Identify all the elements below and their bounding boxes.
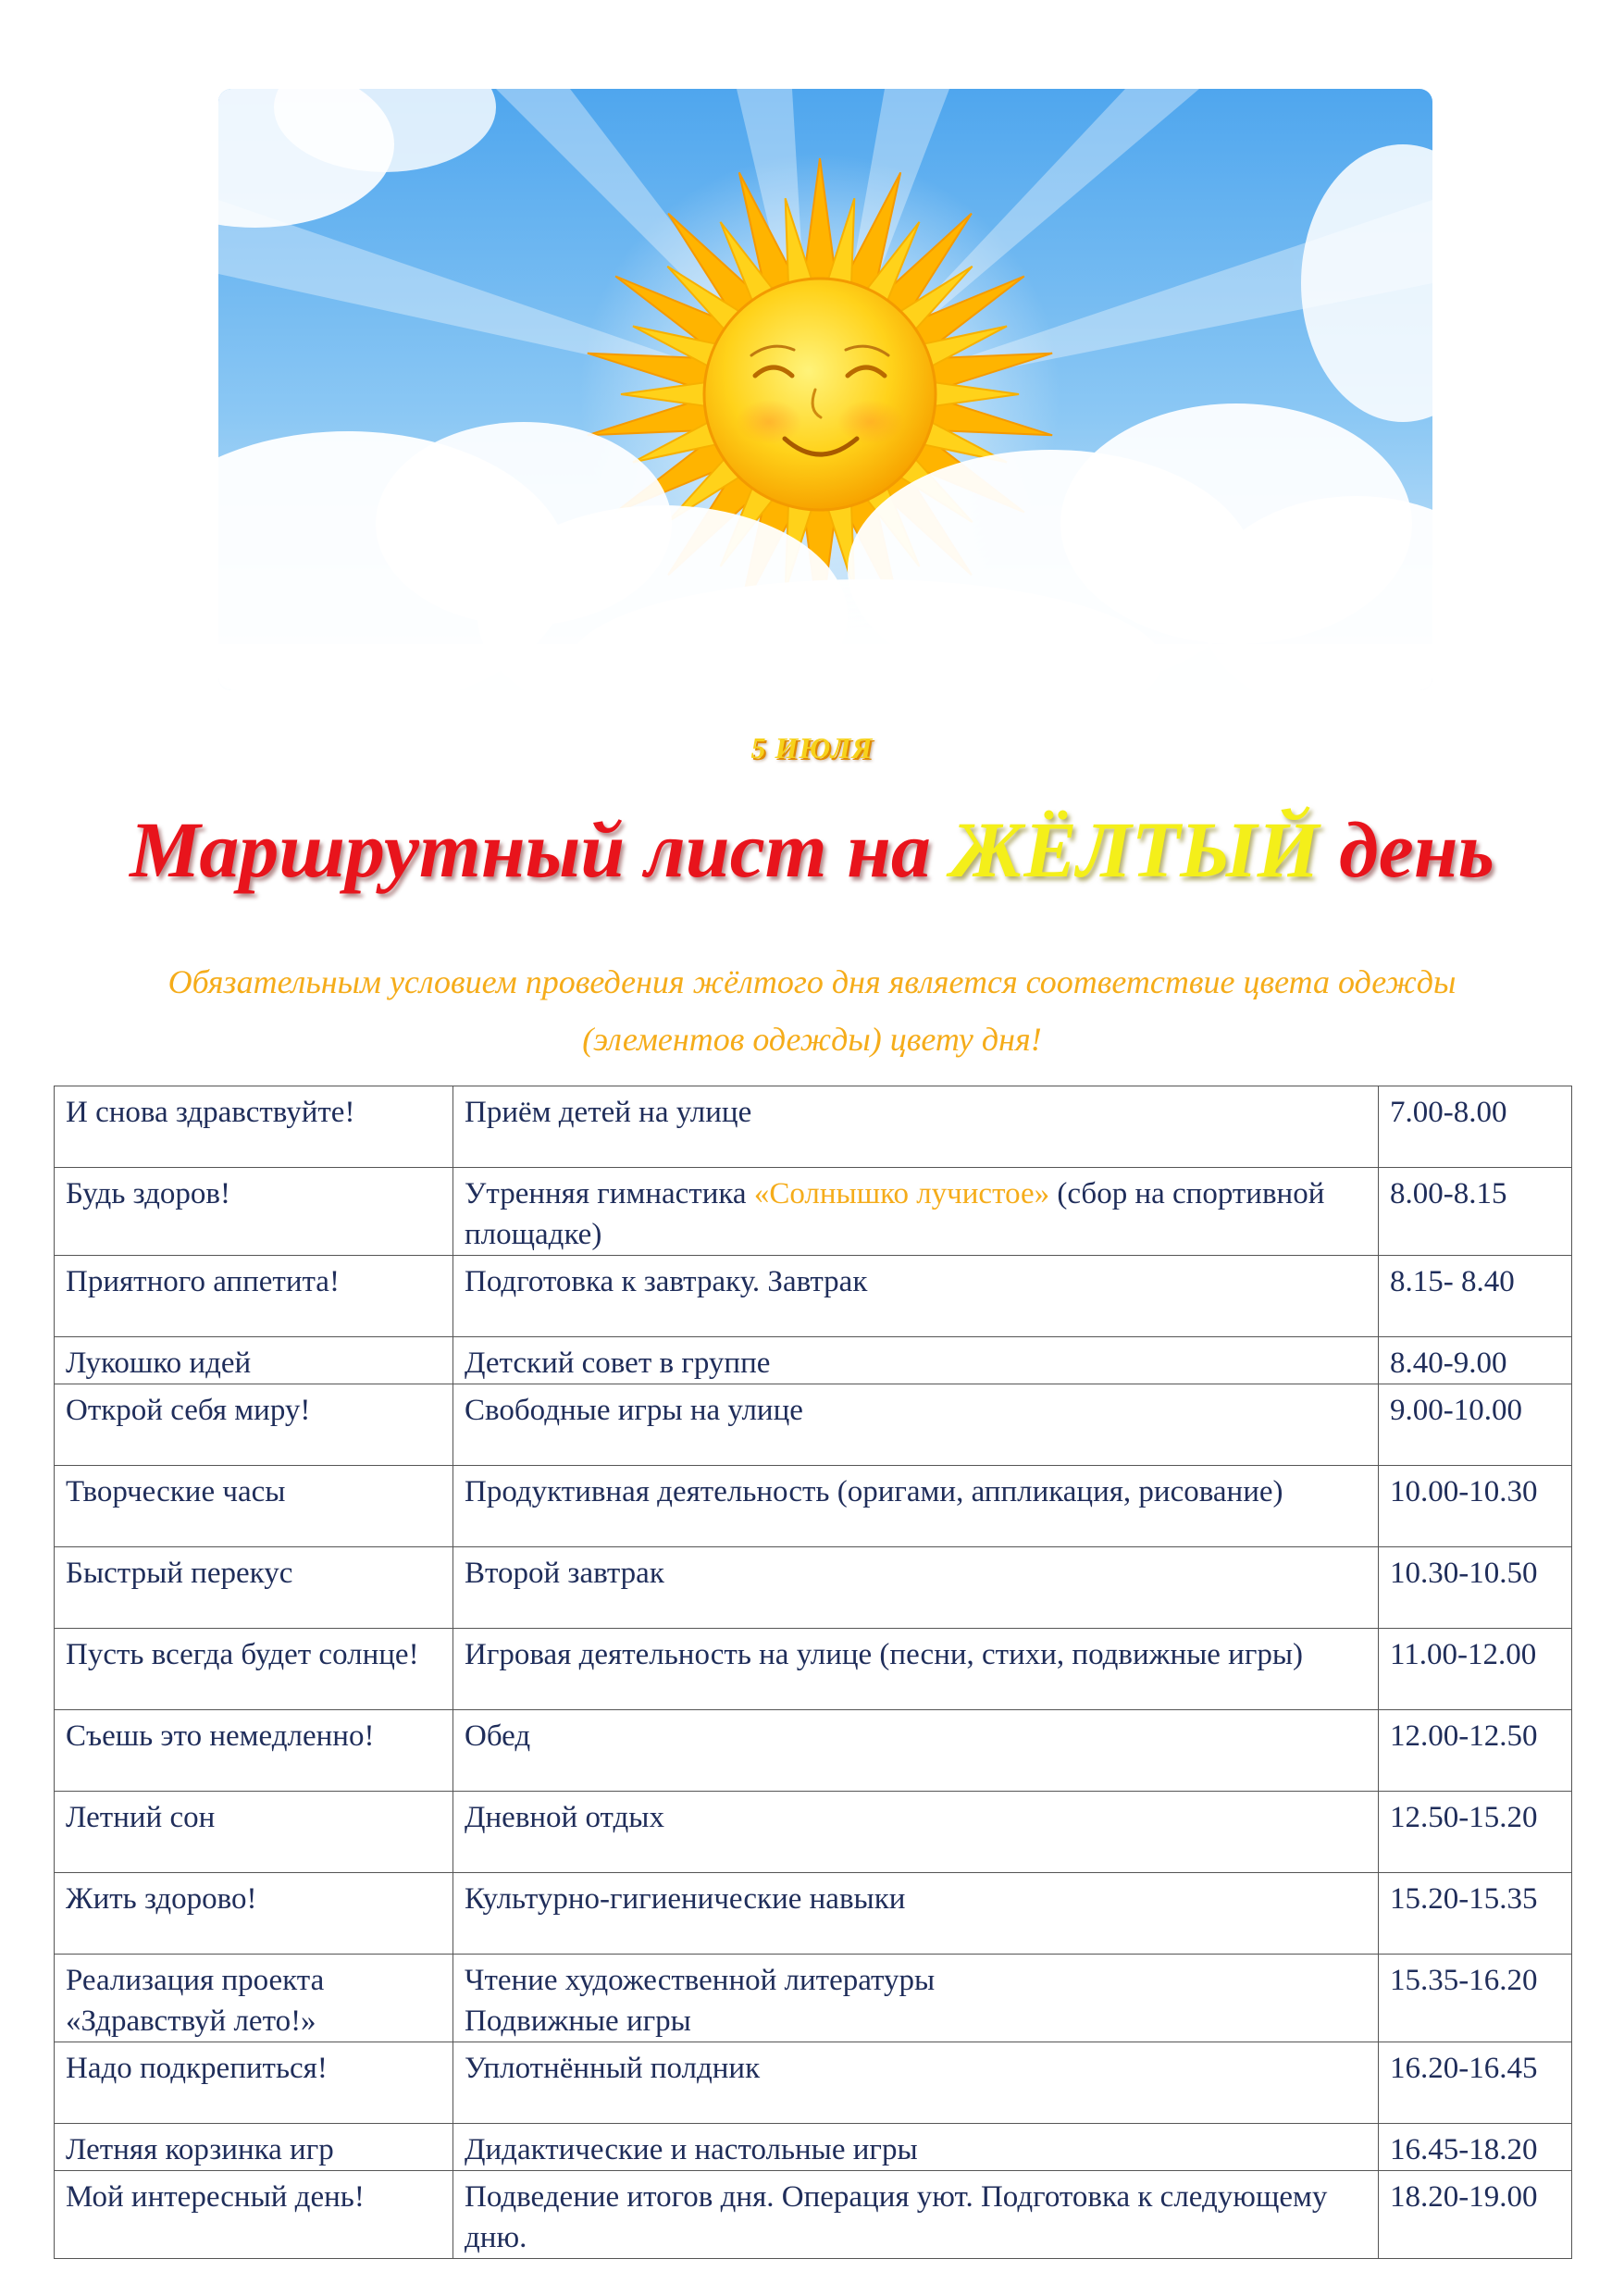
row-activity: Детский совет в группе [453, 1337, 1379, 1384]
table-row [55, 1384, 1572, 1466]
row-name: Мой интересный день! [55, 2171, 453, 2259]
row-name: Летний сон [55, 1792, 453, 1873]
row-time: 16.20-16.45 [1379, 2042, 1572, 2124]
row-time: 12.00-12.50 [1379, 1710, 1572, 1792]
title-text-start: Маршрутный лист на [130, 805, 951, 894]
row-activity: Дневной отдых [453, 1792, 1379, 1873]
row-activity: Свободные игры на улице [453, 1384, 1379, 1466]
row-time: 11.00-12.00 [1379, 1629, 1572, 1710]
table-row [55, 1792, 1572, 1873]
row-activity: Игровая деятельность на улице (песни, стихи, подвижные игры) [453, 1629, 1379, 1710]
page-title [0, 803, 1624, 896]
row-name: Открой себя миру! [55, 1384, 453, 1466]
row-time: 15.20-15.35 [1379, 1873, 1572, 1955]
table-row [55, 1547, 1572, 1629]
row-name: Пусть всегда будет солнце! [55, 1629, 453, 1710]
table-row [55, 1629, 1572, 1710]
row-name: Надо подкрепиться! [55, 2042, 453, 2124]
row-activity: Продуктивная деятельность (оригами, аппликация, рисование) [453, 1466, 1379, 1547]
note-line-1: Обязательным условием проведения жёлтого дня является соответствие цвета одежды [167, 963, 1457, 1000]
row-activity: Второй завтрак [453, 1547, 1379, 1629]
row-activity: Приём детей на улице [453, 1086, 1379, 1168]
table-row [55, 1256, 1572, 1337]
row-activity: Обед [453, 1710, 1379, 1792]
row-activity [453, 1955, 1379, 2042]
table-row [55, 1168, 1572, 1256]
row-time: 16.45-18.20 [1379, 2124, 1572, 2171]
row-time: 10.00-10.30 [1379, 1466, 1572, 1547]
schedule-table [54, 1086, 1572, 2259]
row-name: И снова здравствуйте! [55, 1086, 453, 1168]
row-name: Быстрый перекус [55, 1547, 453, 1629]
name-line-1: Реализация проекта [66, 1964, 325, 1997]
name-line-2: «Здравствуй лето!» [66, 2004, 316, 2038]
activity-text: Утренняя гимнастика [465, 1177, 754, 1210]
table-row [55, 2124, 1572, 2171]
row-activity: Уплотнённый полдник [453, 2042, 1379, 2124]
row-name: Приятного аппетита! [55, 1256, 453, 1337]
activity-line-2: Подвижные игры [465, 2004, 691, 2038]
row-time: 8.15- 8.40 [1379, 1256, 1572, 1337]
table-row [55, 2042, 1572, 2124]
row-name: Съешь это немедленно! [55, 1710, 453, 1792]
activity-highlight: «Солнышко лучистое» [753, 1177, 1050, 1210]
table-row [55, 2171, 1572, 2259]
row-time: 12.50-15.20 [1379, 1792, 1572, 1873]
row-time: 10.30-10.50 [1379, 1547, 1572, 1629]
row-name: Творческие часы [55, 1466, 453, 1547]
table-row [55, 1710, 1572, 1792]
row-name: Лукошко идей [55, 1337, 453, 1384]
row-name [55, 1955, 453, 2042]
row-name: Будь здоров! [55, 1168, 453, 1256]
title-highlight: ЖЁЛТЫЙ [950, 805, 1320, 894]
activity-line-1: Чтение художественной литературы [465, 1964, 936, 1997]
sun-face [704, 279, 936, 510]
row-time: 18.20-19.00 [1379, 2171, 1572, 2259]
table-row [55, 1955, 1572, 2042]
table-row [55, 1873, 1572, 1955]
row-activity: Культурно-гигиенические навыки [453, 1873, 1379, 1955]
activity-text: (сбор на спортивной площадке) [465, 1177, 1325, 1251]
row-time: 9.00-10.00 [1379, 1384, 1572, 1466]
sun-illustration [218, 89, 1432, 690]
row-time: 8.00-8.15 [1379, 1168, 1572, 1256]
row-activity: Дидактические и настольные игры [453, 2124, 1379, 2171]
row-activity [453, 1168, 1379, 1256]
sun-clouds-image [218, 89, 1432, 690]
dress-code-note [93, 953, 1531, 1068]
note-line-2: (элементов одежды) цвету дня! [582, 1021, 1042, 1058]
row-time: 8.40-9.00 [1379, 1337, 1572, 1384]
row-time: 15.35-16.20 [1379, 1955, 1572, 2042]
table-row [55, 1337, 1572, 1384]
row-activity: Подготовка к завтраку. Завтрак [453, 1256, 1379, 1337]
title-text-end: день [1319, 805, 1494, 894]
row-name: Жить здорово! [55, 1873, 453, 1955]
table-row [55, 1086, 1572, 1168]
row-name: Летняя корзинка игр [55, 2124, 453, 2171]
table-row [55, 1466, 1572, 1547]
row-activity: Подведение итогов дня. Операция уют. Подготовка к следующему дню. [453, 2171, 1379, 2259]
date-heading: 5 ИЮЛЯ [750, 731, 874, 764]
row-time: 7.00-8.00 [1379, 1086, 1572, 1168]
